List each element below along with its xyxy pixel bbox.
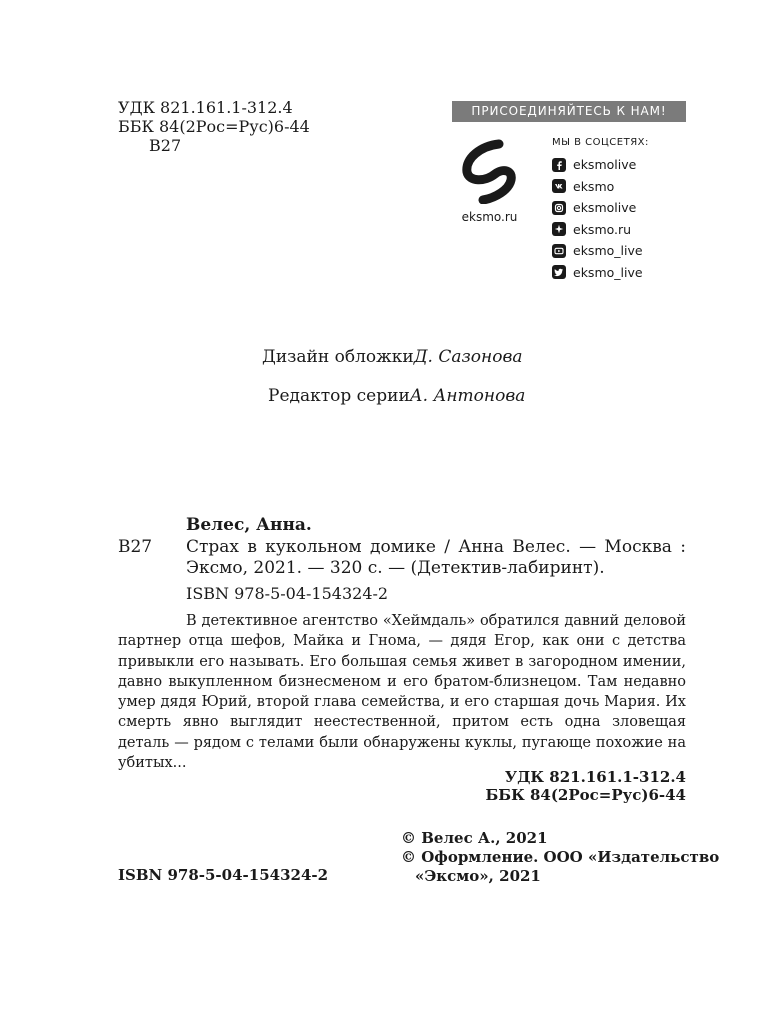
twitter-icon bbox=[552, 265, 566, 279]
footer-udk: УДК 821.161.1-312.4 bbox=[504, 768, 686, 786]
cover-name: Д. Сазонова bbox=[413, 347, 523, 367]
copyright-design-line-2: «Эксмо», 2021 bbox=[415, 867, 541, 885]
instagram-icon bbox=[552, 201, 566, 215]
social-handle: eksmo bbox=[573, 178, 615, 194]
social-header: МЫ В СОЦСЕТЯХ: bbox=[552, 137, 649, 148]
copyright-author: © Велес А., 2021 bbox=[401, 829, 548, 847]
social-handle: eksmo_live bbox=[573, 264, 643, 280]
series-editor-credit bbox=[268, 386, 525, 406]
entry-title: Страх в кукольном домике / Анна Велес. — Москва : Эксмо, 2021. — 320 с. — (Детектив-лабиринт). bbox=[186, 537, 686, 578]
classification-block bbox=[118, 98, 310, 155]
eksmo-logo-icon bbox=[455, 138, 525, 204]
social-item bbox=[552, 197, 649, 219]
social-item bbox=[552, 262, 649, 284]
social-handle: eksmo_live bbox=[573, 243, 643, 259]
udk-code: УДК 821.161.1-312.4 bbox=[118, 98, 293, 117]
bbk-code: ББК 84(2Рос=Рус)6-44 bbox=[118, 117, 310, 136]
editor-name: А. Антонова bbox=[409, 386, 526, 406]
social-handle: eksmolive bbox=[573, 157, 637, 173]
youtube-icon bbox=[552, 244, 566, 258]
author-code: В27 bbox=[149, 136, 182, 155]
social-handle: eksmo.ru bbox=[573, 221, 632, 237]
vk-icon bbox=[552, 179, 566, 193]
footer-isbn: ISBN 978-5-04-154324-2 bbox=[118, 866, 329, 884]
logo-site-label: eksmo.ru bbox=[461, 210, 518, 224]
social-item bbox=[552, 240, 649, 262]
social-list bbox=[552, 137, 649, 283]
social-item bbox=[552, 219, 649, 241]
cover-design-credit bbox=[262, 347, 522, 367]
copyright-design-line-1: © Оформление. ООО «Издательство bbox=[401, 848, 720, 866]
eksmo-star-icon bbox=[552, 222, 566, 236]
facebook-icon bbox=[552, 158, 566, 172]
cover-role: Дизайн обложки bbox=[262, 347, 414, 367]
entry-code: В27 bbox=[118, 537, 153, 557]
entry-isbn: ISBN 978-5-04-154324-2 bbox=[186, 584, 389, 603]
join-us-banner: ПРИСОЕДИНЯЙТЕСЬ К НАМ! bbox=[452, 101, 686, 122]
annotation-paragraph: В детективное агентство «Хеймдаль» обратился давний деловой партнер отца шефов, Майка и Гнома, — дядя Егор, как они с детства привыкли его называть. Его большая семья живет в загородном имении, давно выкупленном бизнесменом и его братом-близнецом. Там недавно умер дядя Юрий, второй глава семейства, и его старшая дочь Мария. Их смерть явно выглядит неестественной, притом есть одна зловещая деталь — рядом с телами были обнаружены куклы, пугающе похожие на убитых... bbox=[118, 613, 686, 772]
social-handle: eksmolive bbox=[573, 200, 637, 216]
editor-role: Редактор серии bbox=[268, 386, 410, 406]
entry-author: Велес, Анна. bbox=[186, 515, 312, 535]
social-item bbox=[552, 154, 649, 176]
social-item bbox=[552, 176, 649, 198]
footer-bbk: ББК 84(2Рос=Рус)6-44 bbox=[485, 786, 686, 804]
